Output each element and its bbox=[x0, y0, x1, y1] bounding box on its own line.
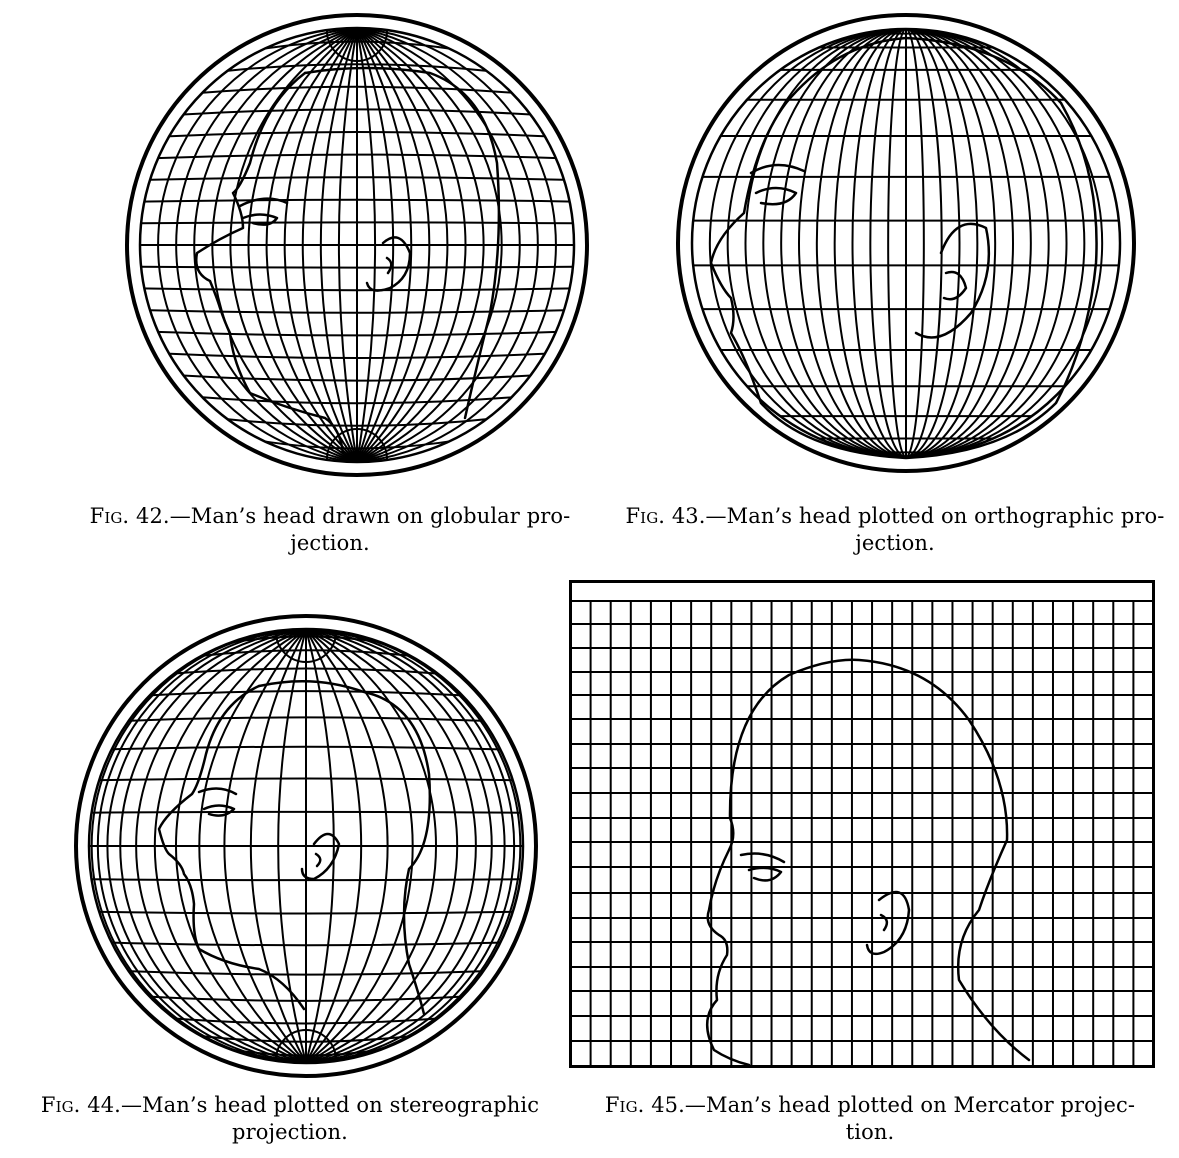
figure-label: Fig. 44. bbox=[40, 1093, 121, 1117]
caption-text: —Man’s head plotted on Mercator projec- bbox=[684, 1093, 1136, 1117]
caption-text-continued: tion. bbox=[845, 1120, 895, 1144]
caption-text-continued: projection. bbox=[232, 1120, 348, 1144]
figure-44-caption bbox=[10, 1092, 570, 1146]
head-outline bbox=[707, 660, 1029, 1065]
figure-43-orthographic-projection bbox=[676, 13, 1136, 473]
figure-label: Fig. 42. bbox=[89, 504, 170, 528]
figure-42-globular-projection bbox=[125, 13, 589, 477]
figure-label: Fig. 43. bbox=[625, 504, 706, 528]
caption-text-continued: jection. bbox=[855, 531, 935, 555]
figure-44-stereographic-projection bbox=[74, 614, 538, 1078]
caption-text-continued: jection. bbox=[290, 531, 370, 555]
caption-text: —Man’s head drawn on globular pro- bbox=[169, 504, 571, 528]
figure-42-caption bbox=[50, 503, 610, 557]
frame bbox=[571, 582, 1154, 1067]
figure-45-caption bbox=[590, 1092, 1150, 1146]
caption-text: —Man’s head plotted on orthographic pro- bbox=[705, 504, 1165, 528]
figure-45-mercator-projection bbox=[569, 580, 1155, 1068]
caption-text: —Man’s head plotted on stereographic bbox=[120, 1093, 540, 1117]
figure-43-caption bbox=[615, 503, 1175, 557]
figure-label: Fig. 45. bbox=[604, 1093, 685, 1117]
graticule bbox=[571, 601, 1154, 1067]
